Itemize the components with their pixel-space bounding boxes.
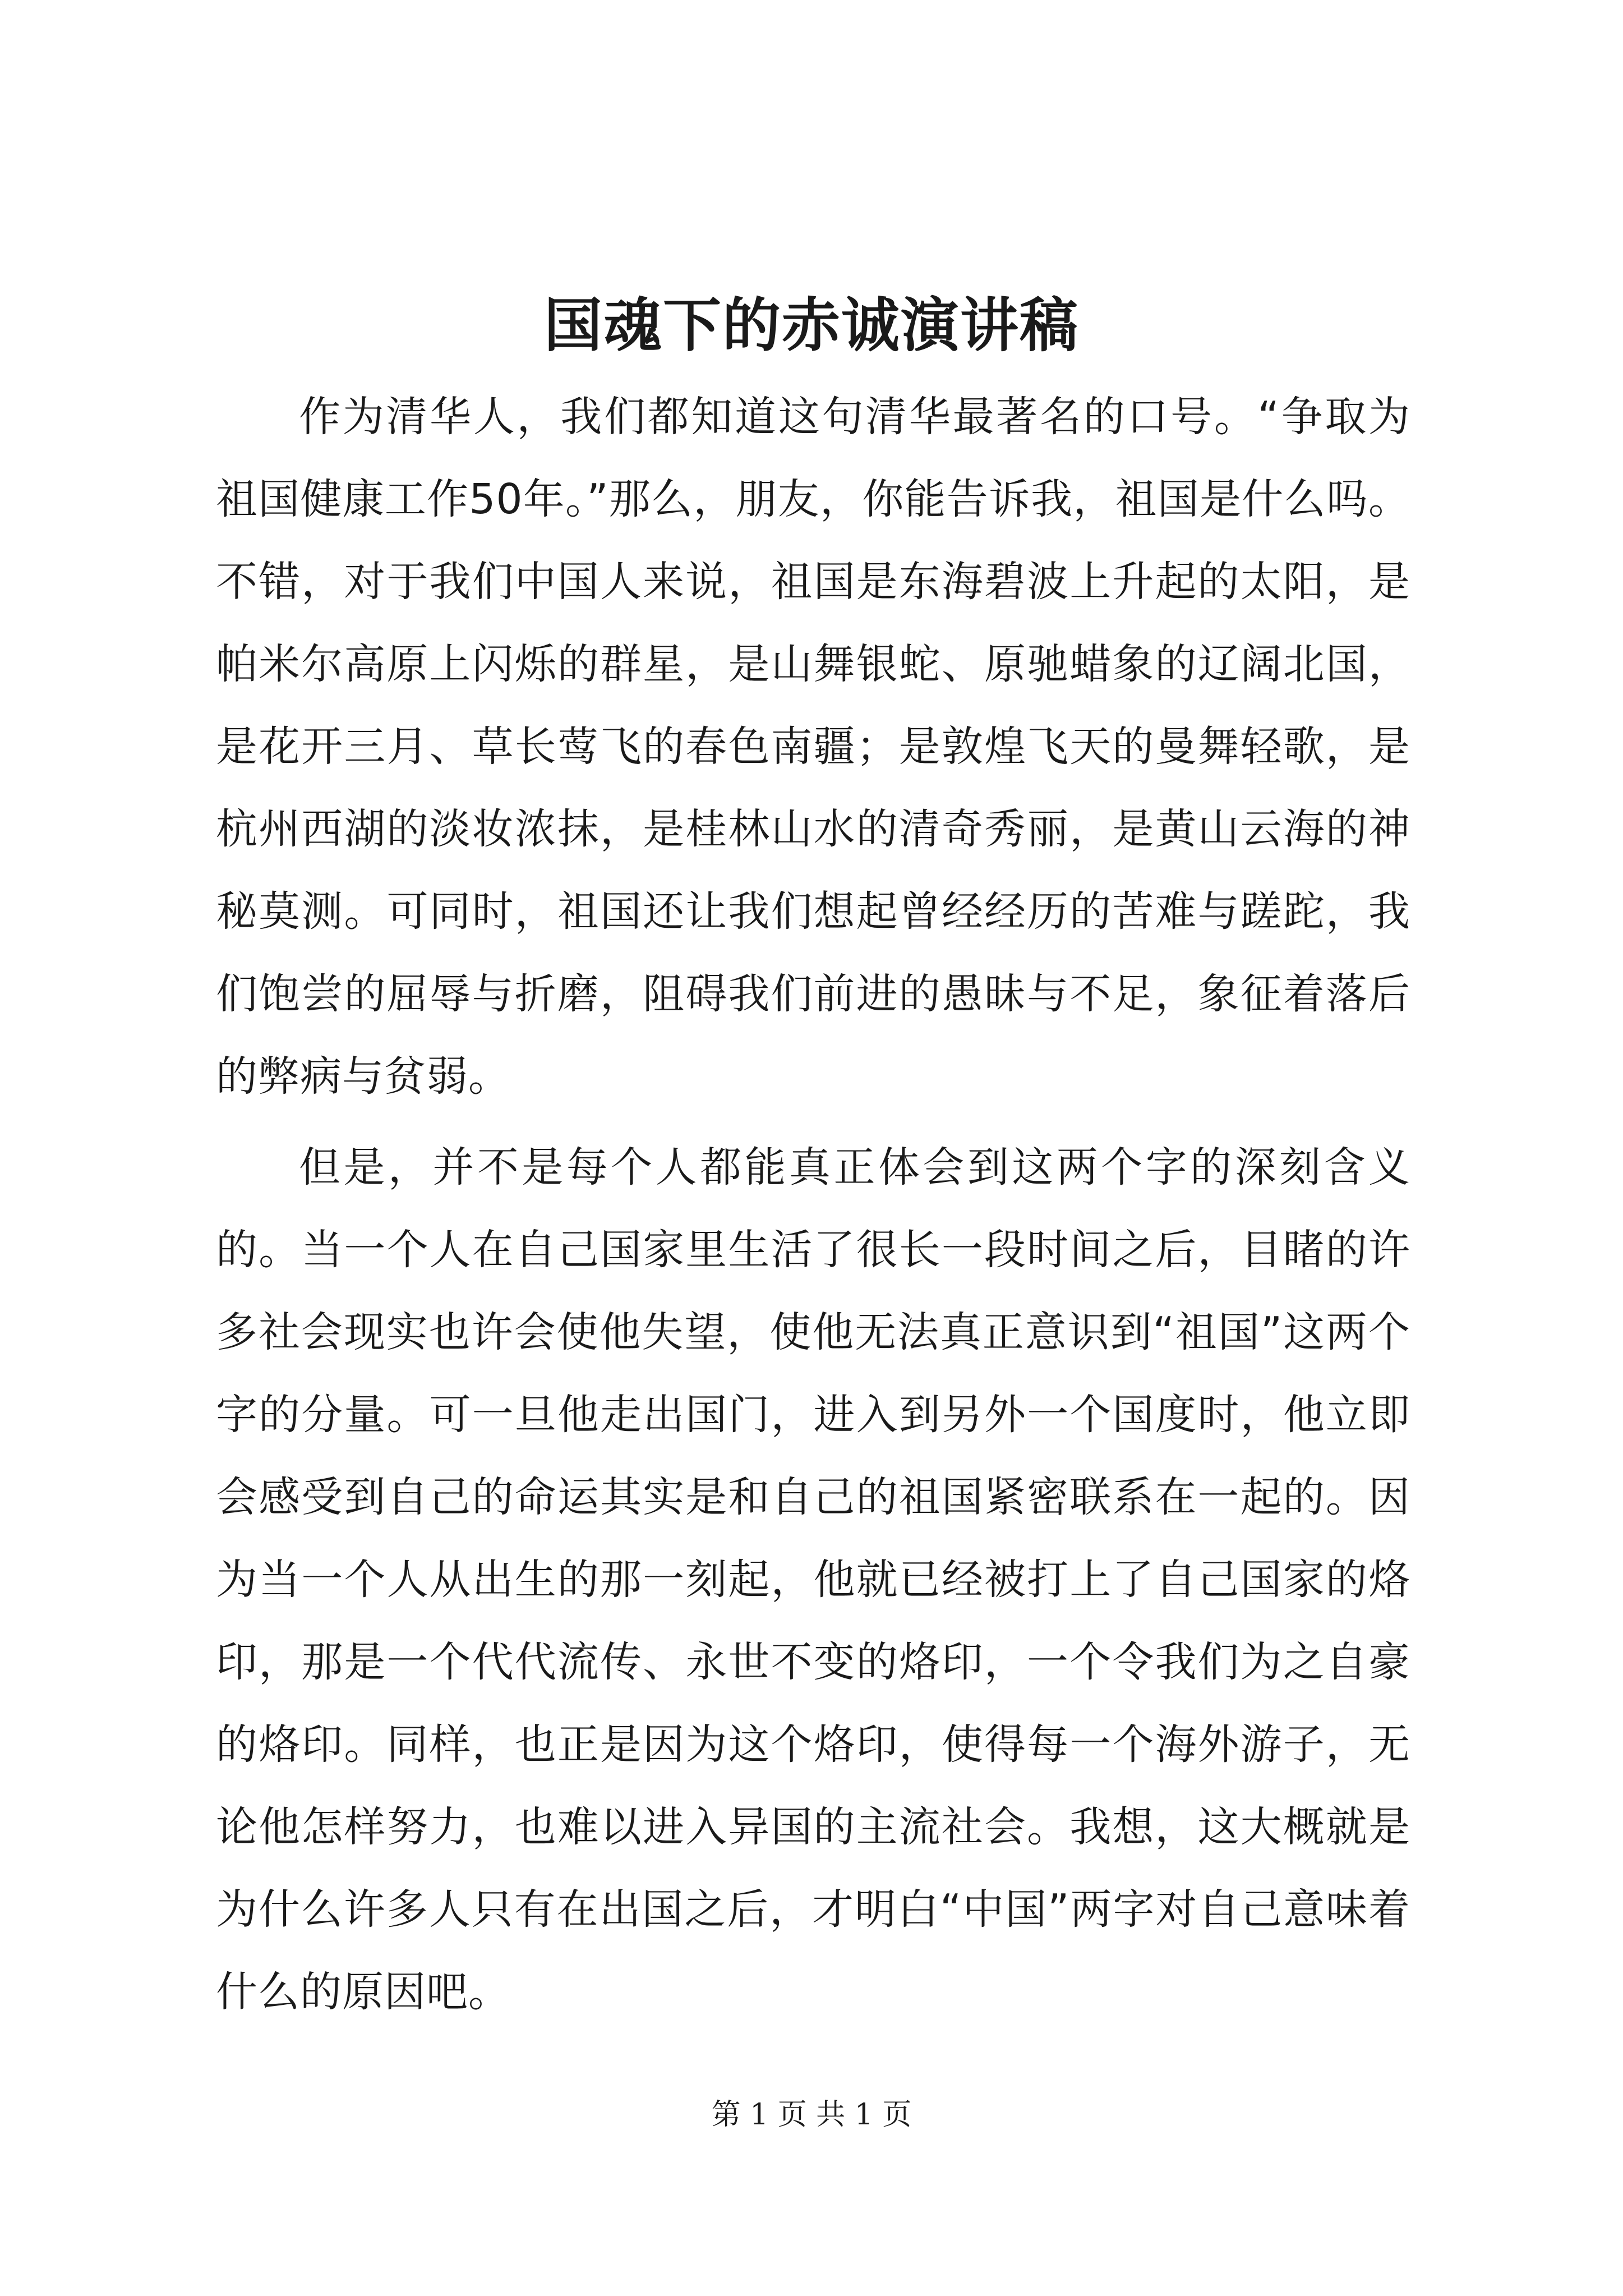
page-footer: 第 1 页 共 1 页 [711, 2098, 912, 2132]
paragraph-2: 但是，并不是每个人都能真正体会到这两个字的深刻含义的。当一个人在自己国家里生活了很长一段时间之后，目睹的许多社会现实也许会使他失望，使他无法真正意识到“祖国”这两个字的分量。可一旦他走出国门，进入到另外一个国度时，他立即会感受到自己的命运其实是和自己的祖国紧密联系在一起的。因为当一个人从出生的那一刻起，他就已经被打上了自己国家的烙印，那是一个代代流传、永世不变的烙印，一个令我们为之自豪的烙印。同样，也正是因为这个烙印，使得每一个海外游子，无论他怎样努力，也难以进入异国的主流社会。我想，这大概就是为什么许多人只有在出国之后，才明白“中国”两字对自己意味着什么的原因吧。 [216, 1143, 1410, 2016]
document-body [216, 376, 1410, 2033]
paragraph-1: 作为清华人，我们都知道这句清华最著名的口号。“争取为祖国健康工作50年。”那么，朋友，你能告诉我，祖国是什么吗。不错，对于我们中国人来说，祖国是东海碧波上升起的太阳，是帕米尔高原上闪烁的群星，是山舞银蛇、原驰蜡象的辽阔北国，是花开三月、草长莺飞的春色南疆；是敦煌飞天的曼舞轻歌，是杭州西湖的淡妆浓抹，是桂林山水的清奇秀丽，是黄山云海的神秘莫测。可同时，祖国还让我们想起曾经经历的苦难与蹉跎，我们饱尝的屈辱与折磨，阻碍我们前进的愚昧与不足，象征着落后的弊病与贫弱。 [216, 393, 1410, 1101]
document-title: 国魂下的赤诚演讲稿 [543, 291, 1079, 360]
